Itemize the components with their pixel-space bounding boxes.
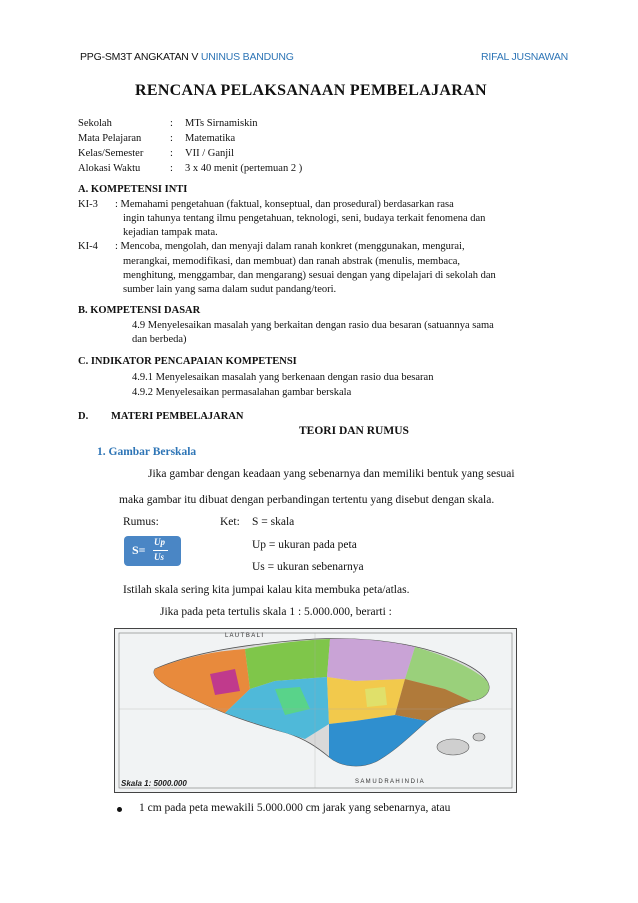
identity-value-waktu: 3 x 40 menit (pertemuan 2 ) xyxy=(185,163,303,174)
identity-colon: : xyxy=(170,148,173,159)
formula-lhs: S= xyxy=(132,543,146,557)
bullet-dot xyxy=(117,807,122,812)
section-d-letter: D. xyxy=(78,411,89,422)
ki3-line: kejadian tampak mata. xyxy=(123,227,218,238)
bali-map xyxy=(114,628,517,793)
section-d-subtitle: TEORI DAN RUMUS xyxy=(299,425,409,437)
map-sea-north: L A U T B A L I xyxy=(225,633,264,639)
page-title: RENCANA PELAKSANAAN PEMBELAJARAN xyxy=(135,82,487,99)
ket-line: Us = ukuran sebenarnya xyxy=(252,561,364,573)
identity-colon: : xyxy=(170,133,173,144)
header-author: RIFAL JUSNAWAN xyxy=(481,51,569,63)
ki4-code: KI-4 xyxy=(78,241,98,252)
identity-label-sekolah: Sekolah xyxy=(78,118,112,129)
ki4-line: : Mencoba, mengolah, dan menyaji dalam ranah konkret (menggunakan, mengurai, xyxy=(115,241,465,252)
identity-label-waktu: Alokasi Waktu xyxy=(78,163,141,174)
section-b-heading: B. KOMPETENSI DASAR xyxy=(78,305,201,316)
bullet-text: 1 cm pada peta mewakili 5.000.000 cm jarak yang sebenarnya, atau xyxy=(139,802,451,814)
identity-colon: : xyxy=(170,163,173,174)
rumus-label: Rumus: xyxy=(123,516,159,528)
ket-line: Up = ukuran pada peta xyxy=(252,539,357,551)
kd-line: dan berbeda) xyxy=(132,334,187,345)
identity-label-mapel: Mata Pelajaran xyxy=(78,133,142,144)
identity-value-mapel: Matematika xyxy=(185,133,236,144)
ki4-line: merangkai, memodifikasi, dan membuat) dan ranah abstrak (menulis, membaca, xyxy=(123,256,461,267)
istilah-text: Istilah skala sering kita jumpai kalau kita membuka peta/atlas. xyxy=(123,584,410,596)
map-scale-label: Skala 1: 5000.000 xyxy=(121,779,187,788)
ki3-code: KI-3 xyxy=(78,199,98,210)
indicator-item: 4.9.2 Menyelesaikan permasalahan gambar berskala xyxy=(132,387,352,398)
map-sea-south: S A M U D R A H I N D I A xyxy=(355,779,424,785)
ki3-line: : Memahami pengetahuan (faktual, konseptual, dan prosedural) berdasarkan rasa xyxy=(115,199,454,210)
identity-value-kelas: VII / Ganjil xyxy=(185,148,234,159)
map-illustration xyxy=(115,629,516,792)
paragraph-line: maka gambar itu dibuat dengan perbandingan tertentu yang disebut dengan skala. xyxy=(119,494,495,506)
ki4-line: menghitung, menggambar, dan mengarang) sesuai dengan yang dipelajari di sekolah dan xyxy=(123,270,496,281)
ket-label: Ket: xyxy=(220,516,240,528)
contoh-text: Jika pada peta tertulis skala 1 : 5.000.000, berarti : xyxy=(160,606,392,618)
formula-fraction-bar xyxy=(153,550,168,551)
identity-colon: : xyxy=(170,118,173,129)
ki4-line: sumber lain yang sama dalam sudut pandang/teori. xyxy=(123,284,337,295)
formula-numerator: Up xyxy=(154,537,165,547)
indicator-item: 4.9.1 Menyelesaikan masalah yang berkenaan dengan rasio dua besaran xyxy=(132,372,434,383)
identity-label-kelas: Kelas/Semester xyxy=(78,148,144,159)
paragraph-line: Jika gambar dengan keadaan yang sebenarnya dan memiliki bentuk yang sesuai xyxy=(148,468,515,480)
ket-line: S = skala xyxy=(252,516,295,528)
ki3-line: ingin tahunya tentang ilmu pengetahuan, teknologi, seni, budaya terkait fenomena dan xyxy=(123,213,486,224)
subsection-title: 1. Gambar Berskala xyxy=(97,446,197,458)
formula-denominator: Us xyxy=(154,552,165,562)
header-program: PPG-SM3T ANGKATAN V xyxy=(80,51,199,63)
section-d-heading: MATERI PEMBELAJARAN xyxy=(111,411,244,422)
formula-box xyxy=(124,536,181,566)
section-a-heading: A. KOMPETENSI INTI xyxy=(78,184,188,195)
section-c-heading: C. INDIKATOR PENCAPAIAN KOMPETENSI xyxy=(78,356,297,367)
header-university: UNINUS BANDUNG xyxy=(200,51,294,63)
header-left xyxy=(80,51,294,63)
kd-line: 4.9 Menyelesaikan masalah yang berkaitan dengan rasio dua besaran (satuannya sama xyxy=(132,320,494,331)
identity-value-sekolah: MTs Sirnamiskin xyxy=(185,118,258,129)
